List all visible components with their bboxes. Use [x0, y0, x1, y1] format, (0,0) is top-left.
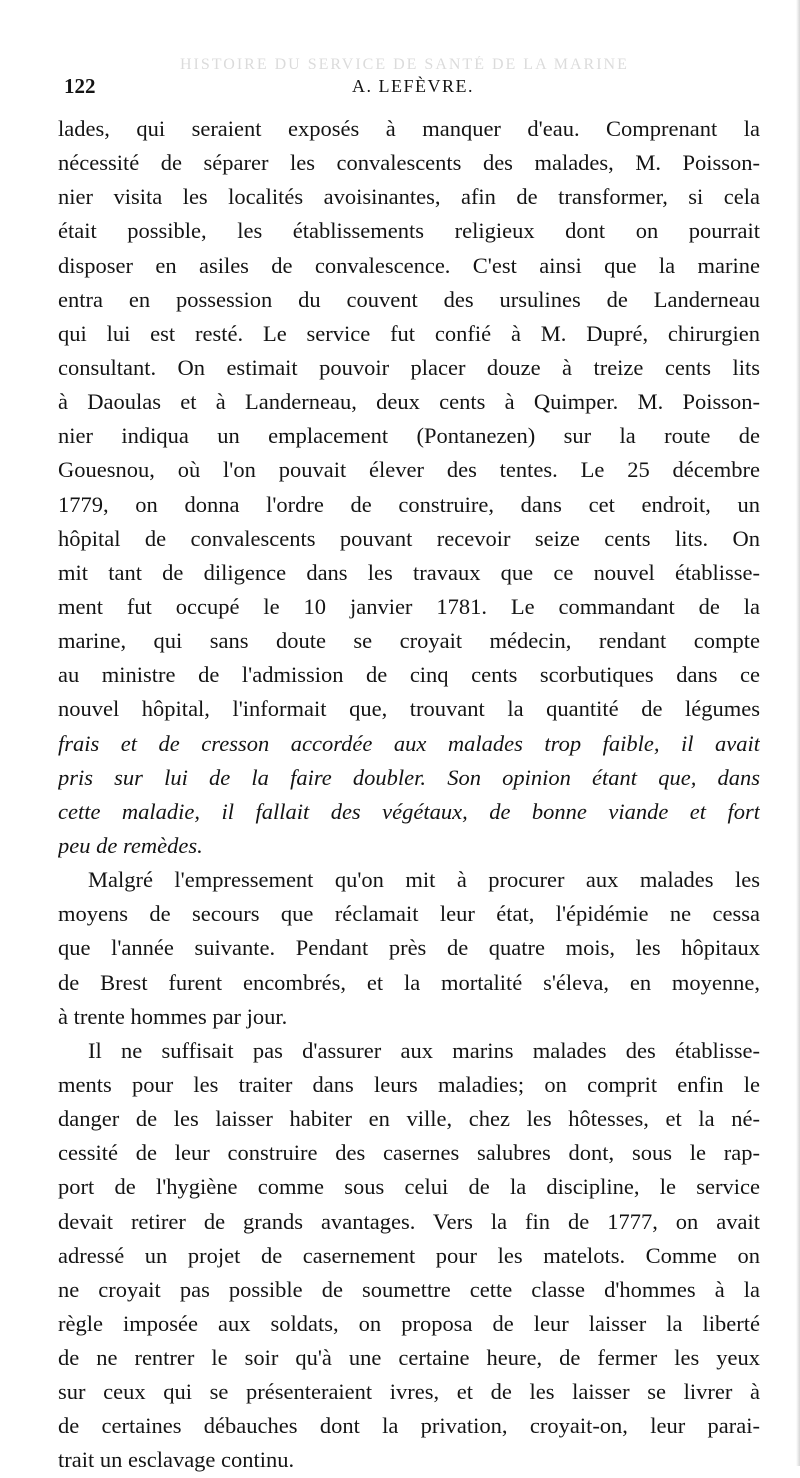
text-line: au ministre de l'admission de cinq cents scorbutiques dans ce	[58, 662, 760, 688]
text-line: était possible, les établissements religieux dont on pourrait	[58, 218, 760, 244]
text-line: adressé un projet de casernement pour les matelots. Comme on	[58, 1242, 760, 1268]
text-line: marine, qui sans doute se croyait médecin, rendant compte	[58, 628, 760, 654]
text-line: devait retirer de grands avantages. Vers la fin de 1777, on avait	[58, 1208, 760, 1234]
text-line: consultant. On estimait pouvoir placer douze à treize cents lits	[58, 354, 760, 380]
text-line: lades, qui seraient exposés à manquer d'eau. Comprenant la	[58, 116, 760, 141]
body-text	[58, 112, 760, 1478]
text-line: à trente hommes par jour.	[58, 1003, 288, 1029]
page-edge-shadow	[796, 0, 800, 1466]
text-line: de certaines débauches dont la privation, croyait-on, leur parai-	[58, 1413, 760, 1439]
text-line: que l'année suivante. Pendant près de quatre mois, les hôpitaux	[58, 935, 760, 961]
text-line: port de l'hygiène comme sous celui de la discipline, le service	[58, 1174, 760, 1200]
text-line: pris sur lui de la faire doubler. Son opinion étant que, dans	[58, 764, 760, 790]
text-line: Il ne suffisait pas d'assurer aux marins malades des établisse-	[88, 1037, 760, 1063]
text-line: moyens de secours que réclamait leur état, l'épidémie ne cessa	[58, 901, 760, 927]
text-line: frais et de cresson accordée aux malades trop faible, il avait	[58, 730, 760, 756]
text-line: ment fut occupé le 10 janvier 1781. Le commandant de la	[58, 593, 760, 619]
text-line: nécessité de séparer les convalescents des malades, M. Poisson-	[58, 150, 760, 176]
bleed-through-text: HISTOIRE DU SERVICE DE SANTÉ DE LA MARINE	[180, 56, 629, 73]
text-line: de Brest furent encombrés, et la mortalité s'éleva, en moyenne,	[58, 969, 760, 995]
running-head: A. LEFÈVRE.	[352, 76, 474, 96]
page-header	[64, 74, 784, 104]
text-line: nier visita les localités avoisinantes, afin de transformer, si cela	[58, 184, 760, 210]
text-line: 1779, on donna l'ordre de construire, dans cet endroit, un	[58, 491, 760, 517]
text-line: sur ceux qui se présenteraient ivres, et de les laisser se livrer à	[58, 1379, 760, 1405]
text-line: trait un esclavage continu.	[58, 1447, 295, 1473]
text-line: Gouesnou, où l'on pouvait élever des tentes. Le 25 décembre	[58, 457, 760, 483]
text-line: disposer en asiles de convalescence. C'est ainsi que la marine	[58, 252, 760, 278]
text-line: hôpital de convalescents pouvant recevoir seize cents lits. On	[58, 525, 760, 551]
text-line: nier indiqua un emplacement (Pontanezen) sur la route de	[58, 423, 760, 449]
text-line: mit tant de diligence dans les travaux que ce nouvel établisse-	[58, 559, 760, 585]
text-line: Malgré l'empressement qu'on mit à procurer aux malades les	[88, 867, 760, 893]
text-line: peu de remèdes.	[58, 832, 203, 858]
text-line: cette maladie, il fallait des végétaux, de bonne viande et fort	[58, 798, 760, 824]
text-line: ne croyait pas possible de soumettre cette classe d'hommes à la	[58, 1276, 760, 1302]
text-line: qui lui est resté. Le service fut confié à M. Dupré, chirurgien	[58, 320, 760, 346]
text-line: cessité de leur construire des casernes salubres dont, sous le rap-	[58, 1140, 760, 1166]
text-line: danger de les laisser habiter en ville, chez les hôtesses, et la né-	[58, 1106, 760, 1132]
page-number: 122	[64, 74, 96, 98]
text-line: entra en possession du couvent des ursulines de Landerneau	[58, 286, 760, 312]
text-line: de ne rentrer le soir qu'à une certaine heure, de fermer les yeux	[58, 1345, 760, 1371]
text-line: règle imposée aux soldats, on proposa de leur laisser la liberté	[58, 1310, 760, 1336]
text-line: nouvel hôpital, l'informait que, trouvant la quantité de légumes	[58, 696, 760, 722]
text-line: ments pour les traiter dans leurs maladies; on comprit enfin le	[58, 1071, 760, 1097]
text-line: à Daoulas et à Landerneau, deux cents à Quimper. M. Poisson-	[58, 389, 760, 415]
